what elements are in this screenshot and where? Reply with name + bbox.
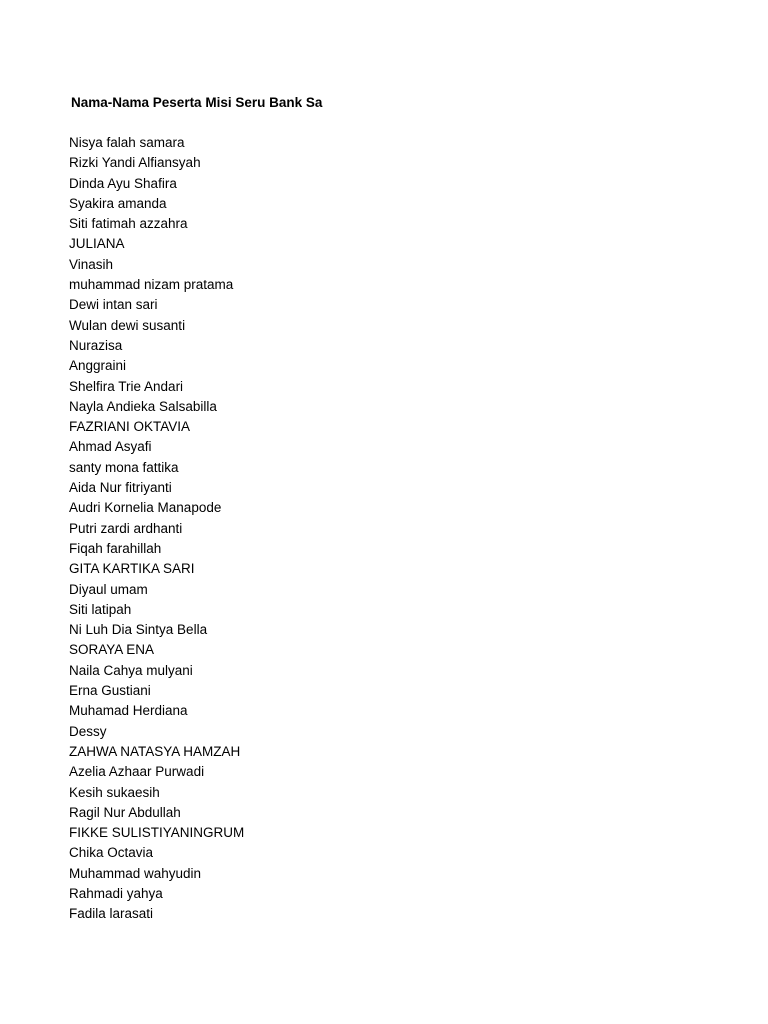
participant-name: Nurazisa bbox=[69, 337, 123, 353]
participant-name: Vinasih bbox=[69, 256, 114, 272]
participant-name: Fadila larasati bbox=[69, 906, 154, 922]
participant-name: FIKKE SULISTIYANINGRUM bbox=[69, 825, 245, 841]
participant-name: Wulan dewi susanti bbox=[69, 317, 186, 333]
participant-name: GITA KARTIKA SARI bbox=[69, 561, 195, 577]
participant-name: JULIANA bbox=[69, 236, 125, 252]
participant-name: Putri zardi ardhanti bbox=[69, 520, 183, 536]
participant-name: Rizki Yandi Alfiansyah bbox=[69, 155, 201, 171]
participant-name: Muhamad Herdiana bbox=[69, 703, 188, 719]
participant-name: Siti fatimah azzahra bbox=[69, 216, 188, 232]
participant-name: Ahmad Asyafi bbox=[69, 439, 152, 455]
participant-name: Dewi intan sari bbox=[69, 297, 158, 313]
participant-name: Ragil Nur Abdullah bbox=[69, 804, 181, 820]
participant-name: Azelia Azhaar Purwadi bbox=[69, 764, 205, 780]
participant-name: Rahmadi yahya bbox=[69, 885, 163, 901]
participant-name: Ni Luh Dia Sintya Bella bbox=[69, 622, 208, 638]
participant-name: Nisya falah samara bbox=[69, 135, 185, 150]
participant-name: Diyaul umam bbox=[69, 581, 148, 597]
participant-name: Fiqah farahillah bbox=[69, 540, 162, 556]
participant-name: Erna Gustiani bbox=[69, 683, 151, 699]
participant-name: FAZRIANI OKTAVIA bbox=[69, 419, 191, 435]
participant-name: Shelfira Trie Andari bbox=[69, 378, 184, 394]
participant-name: Anggraini bbox=[69, 358, 127, 374]
participant-name: santy mona fattika bbox=[69, 459, 179, 475]
participant-name: Dessy bbox=[69, 723, 107, 739]
participant-name: Kesih sukaesih bbox=[69, 784, 160, 800]
participant-name: Aida Nur fitriyanti bbox=[69, 480, 172, 496]
document-title: Nama-Nama Peserta Misi Seru Bank Sa bbox=[71, 95, 323, 110]
participant-name: Chika Octavia bbox=[69, 845, 154, 861]
participant-name: Audri Kornelia Manapode bbox=[69, 500, 222, 516]
participant-list bbox=[69, 133, 244, 925]
participant-name: muhammad nizam pratama bbox=[69, 277, 234, 293]
participant-name: Muhammad wahyudin bbox=[69, 865, 202, 881]
participant-name: SORAYA ENA bbox=[69, 642, 155, 658]
participant-name: Siti latipah bbox=[69, 601, 132, 617]
participant-name: Dinda Ayu Shafira bbox=[69, 175, 177, 191]
participant-name: Syakira amanda bbox=[69, 195, 167, 211]
participant-name: Naila Cahya mulyani bbox=[69, 662, 193, 678]
participant-name: ZAHWA NATASYA HAMZAH bbox=[69, 743, 241, 759]
participant-name: Nayla Andieka Salsabilla bbox=[69, 398, 217, 414]
document-title-container bbox=[71, 93, 329, 113]
